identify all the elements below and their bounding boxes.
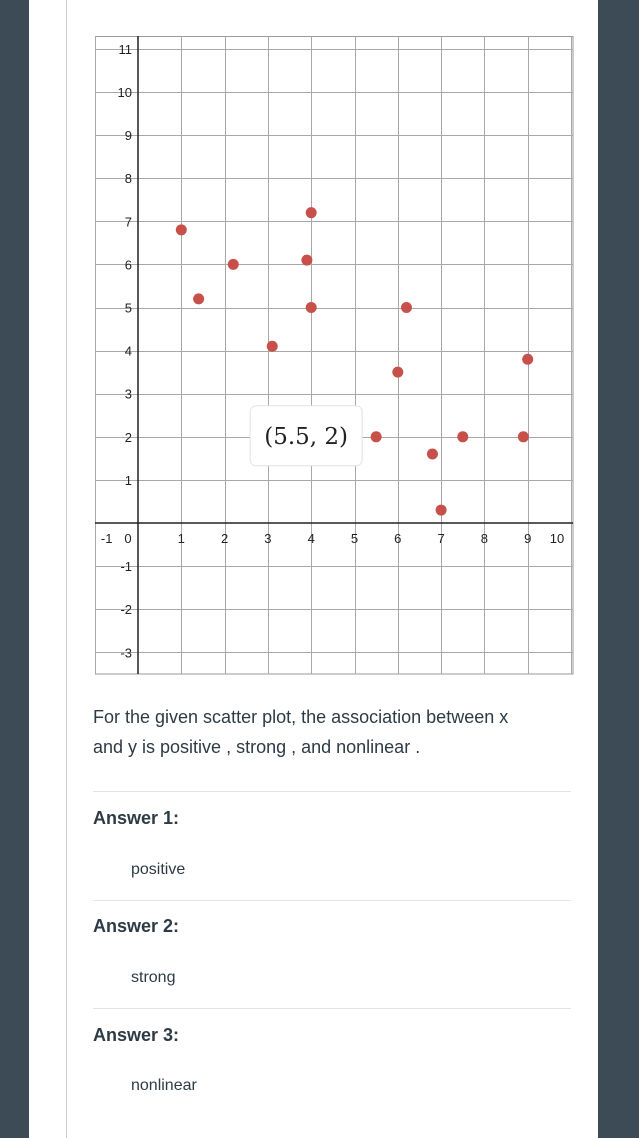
left-page-rail [0,0,29,1138]
scatter-plot-svg [95,36,574,676]
data-point [457,431,468,442]
y-tick-label: 8 [124,171,132,187]
data-point [522,354,533,365]
data-point [392,367,403,378]
x-tick-label: 8 [480,531,489,546]
y-tick-label: 3 [124,386,132,402]
x-tick-label: 6 [394,531,402,546]
x-tick-label: -1 [100,531,113,546]
answer-3-label: Answer 3: [93,1025,180,1045]
y-tick-label: 10 [117,85,132,100]
plot-frame [96,37,574,675]
question-line-1: For the given scatter plot, the association between x [93,707,509,727]
data-point [371,431,382,442]
data-point [306,207,317,218]
answer-1-value: positive [131,861,186,878]
divider [93,1008,571,1009]
answer-2-value: strong [131,969,176,986]
y-tick-label: 2 [124,429,132,445]
y-tick-label: 1 [124,472,132,488]
scatter-plot [95,36,574,676]
data-point [193,293,204,304]
x-tick-label: 3 [264,531,272,546]
data-point [228,259,239,270]
question-text [93,702,573,762]
data-point [306,302,317,313]
point-tooltip-label: (5.5, 2) [264,423,349,450]
data-point [518,431,529,442]
y-tick-label: -2 [120,602,132,618]
answer-2-label: Answer 2: [93,916,180,936]
data-point [436,505,447,516]
answer-3-value: nonlinear [131,1077,197,1094]
divider [93,791,571,792]
x-tick-label: 5 [350,531,359,546]
y-tick-label: 5 [124,300,132,316]
data-point [401,302,412,313]
data-point [301,255,312,266]
x-tick-label: 1 [177,531,185,546]
x-tick-label: 10 [549,531,565,546]
right-page-rail [598,0,639,1138]
question-line-2: and y is positive , strong , and nonlinear . [93,737,421,757]
x-tick-label: 2 [220,531,229,546]
x-tick-label: 4 [307,531,315,546]
y-tick-label: 6 [124,257,132,273]
y-tick-label: -3 [120,645,132,661]
x-tick-label: 7 [437,531,445,546]
y-tick-label: 4 [124,343,132,359]
y-tick-label: -1 [120,559,132,575]
data-point [176,224,187,235]
data-point [267,341,278,352]
x-tick-label: 0 [124,531,132,546]
y-tick-label: 7 [124,214,132,230]
data-point [427,449,438,460]
answer-1-label: Answer 1: [93,808,180,828]
y-tick-label: 9 [124,128,132,144]
content-border-line [66,0,67,1138]
divider [93,900,571,901]
x-tick-label: 9 [524,531,532,546]
y-tick-label: 11 [118,41,132,57]
